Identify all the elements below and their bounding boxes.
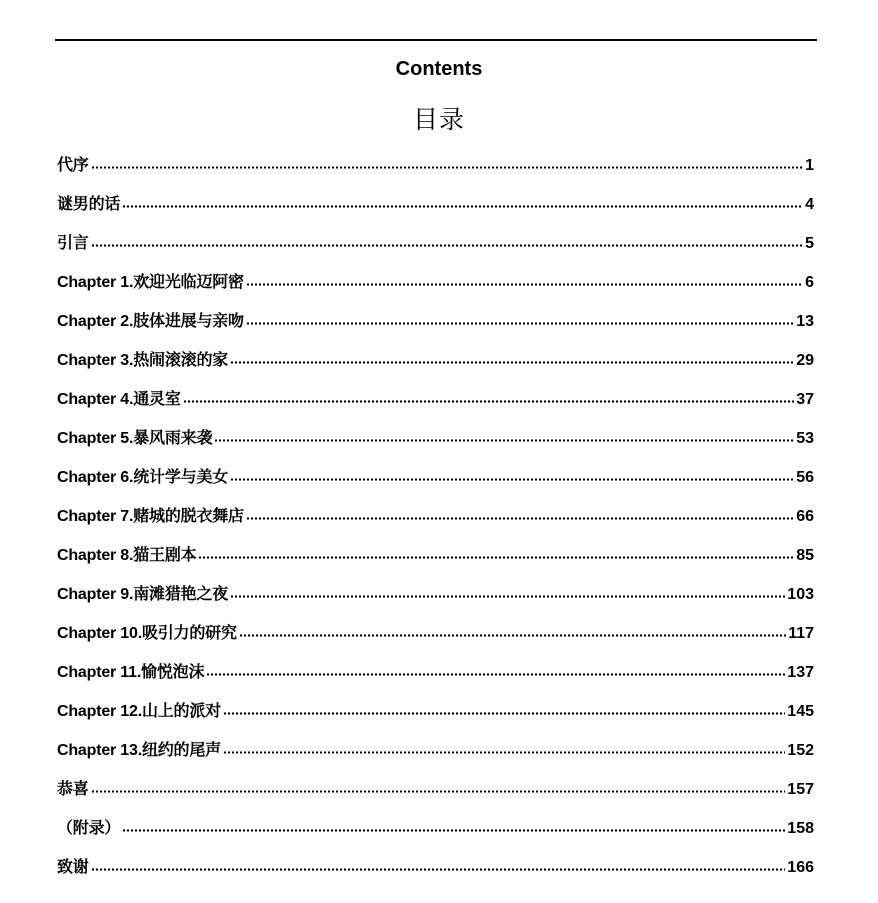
toc-entry-label: 代序 — [57, 157, 89, 174]
toc-entry-chapter-5[interactable] — [57, 426, 814, 465]
toc-entry-chapter-1[interactable] — [57, 270, 814, 309]
header-rule — [55, 39, 817, 41]
toc-entry-label: Chapter 5.暴风雨来袭 — [57, 430, 213, 447]
dot-leader — [223, 739, 785, 755]
toc-entry-chapter-6[interactable] — [57, 465, 814, 504]
dot-leader — [223, 700, 785, 716]
toc-entry-label: 致谢 — [57, 859, 89, 876]
dot-leader — [91, 778, 786, 794]
toc-entry-page: 157 — [787, 781, 814, 798]
toc-entry-label: Chapter 6.统计学与美女 — [57, 469, 229, 486]
toc-entry-page: 53 — [796, 430, 814, 447]
toc-entry-page: 158 — [787, 820, 814, 837]
dot-leader — [91, 154, 803, 170]
dot-leader — [206, 661, 785, 677]
toc-entry-introduction[interactable] — [57, 231, 814, 270]
toc-entry-page: 152 — [787, 742, 814, 759]
toc-entry-label: 引言 — [57, 235, 89, 252]
toc-entry-label: Chapter 10.吸引力的研究 — [57, 625, 237, 642]
toc-entry-chapter-8[interactable] — [57, 543, 814, 582]
dot-leader — [91, 232, 803, 248]
toc-entry-page: 56 — [796, 469, 814, 486]
toc-entry-page: 1 — [805, 157, 814, 174]
dot-leader — [122, 193, 803, 209]
toc-entry-page: 145 — [787, 703, 814, 720]
toc-entry-page: 6 — [805, 274, 814, 291]
toc-entry-chapter-7[interactable] — [57, 504, 814, 543]
toc-entry-appendix[interactable] — [57, 816, 814, 855]
toc-entry-label: Chapter 13.纽约的尾声 — [57, 742, 221, 759]
toc-entry-chapter-12[interactable] — [57, 699, 814, 738]
toc-entry-page: 85 — [796, 547, 814, 564]
table-of-contents — [57, 153, 814, 894]
toc-entry-label: Chapter 12.山上的派对 — [57, 703, 221, 720]
toc-entry-page: 4 — [805, 196, 814, 213]
toc-entry-label: 谜男的话 — [57, 196, 121, 213]
toc-entry-page: 37 — [796, 391, 814, 408]
toc-entry-preface[interactable] — [57, 153, 814, 192]
toc-entry-label: Chapter 7.赌城的脱衣舞店 — [57, 508, 244, 525]
toc-entry-label: 恭喜 — [57, 781, 89, 798]
toc-entry-label: Chapter 9.南滩猎艳之夜 — [57, 586, 229, 603]
contents-title-en: Contents — [395, 58, 483, 80]
dot-leader — [230, 466, 794, 482]
toc-entry-page: 137 — [787, 664, 814, 681]
toc-entry-label: Chapter 8.猫王剧本 — [57, 547, 197, 564]
toc-entry-label: （附录） — [57, 820, 121, 837]
dot-leader — [239, 622, 786, 638]
toc-entry-label: Chapter 1.欢迎光临迈阿密 — [57, 274, 244, 291]
dot-leader — [230, 349, 794, 365]
dot-leader — [246, 271, 803, 287]
toc-entry-chapter-11[interactable] — [57, 660, 814, 699]
dot-leader — [198, 544, 794, 560]
toc-entry-chapter-10[interactable] — [57, 621, 814, 660]
toc-entry-congratulations[interactable] — [57, 777, 814, 816]
toc-entry-chapter-9[interactable] — [57, 582, 814, 621]
toc-entry-page: 29 — [796, 352, 814, 369]
toc-entry-chapter-13[interactable] — [57, 738, 814, 777]
toc-entry-mystery-words[interactable] — [57, 192, 814, 231]
toc-entry-page: 13 — [796, 313, 814, 330]
toc-entry-label: Chapter 3.热闹滚滚的家 — [57, 352, 229, 369]
dot-leader — [214, 427, 794, 443]
dot-leader — [246, 505, 794, 521]
contents-title-zh: 目录 — [412, 106, 465, 134]
dot-leader — [246, 310, 794, 326]
toc-entry-chapter-4[interactable] — [57, 387, 814, 426]
dot-leader — [183, 388, 795, 404]
toc-entry-page: 5 — [805, 235, 814, 252]
dot-leader — [91, 856, 786, 872]
toc-entry-page: 103 — [787, 586, 814, 603]
toc-entry-chapter-2[interactable] — [57, 309, 814, 348]
toc-entry-label: Chapter 11.愉悦泡沫 — [57, 664, 205, 681]
toc-entry-chapter-3[interactable] — [57, 348, 814, 387]
dot-leader — [122, 817, 785, 833]
toc-entry-page: 66 — [796, 508, 814, 525]
toc-entry-page: 117 — [788, 625, 814, 642]
toc-entry-label: Chapter 4.通灵室 — [57, 391, 181, 408]
dot-leader — [230, 583, 785, 599]
toc-entry-page: 166 — [787, 859, 814, 876]
toc-entry-acknowledgements[interactable] — [57, 855, 814, 894]
toc-entry-label: Chapter 2.肢体进展与亲吻 — [57, 313, 244, 330]
